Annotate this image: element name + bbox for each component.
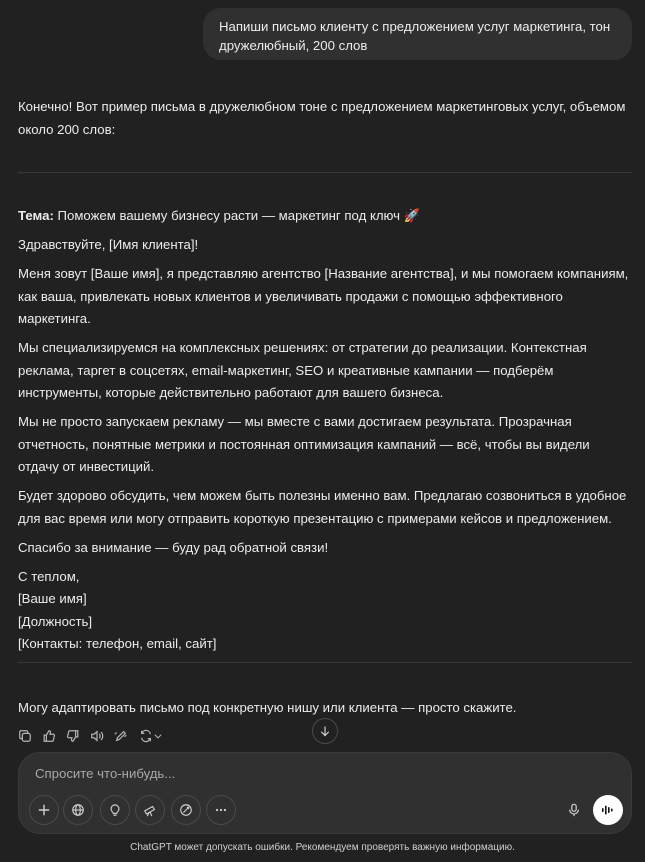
email-letter (18, 205, 632, 662)
disclaimer: ChatGPT может допускать ошибки. Рекомендуем проверять важную информацию. (130, 842, 515, 853)
user-message-bubble (203, 8, 632, 60)
thumbs-up-icon[interactable] (40, 727, 58, 745)
email-paragraph: Спасибо за внимание — буду рад обратной связи! (18, 539, 329, 555)
email-subject-text: Поможем вашему бизнесу расти — маркетинг под ключ 🚀 (53, 208, 421, 223)
signature-line: [Должность] (18, 613, 93, 629)
plus-icon[interactable] (29, 795, 59, 825)
user-message-text: Напиши письмо клиенту с предложением услуг маркетинга, тон дружелюбный, 200 слов (219, 19, 611, 53)
chevron-down-icon (153, 731, 163, 741)
microphone-icon[interactable] (559, 795, 589, 825)
read-aloud-icon[interactable] (88, 727, 106, 745)
email-subject (18, 205, 632, 228)
email-greeting: Здравствуйте, [Имя клиента]! (18, 237, 199, 252)
prompt-input[interactable]: Спросите что-нибудь... (35, 766, 176, 781)
voice-mode-button[interactable] (593, 795, 623, 825)
divider-bottom (18, 662, 632, 663)
arrow-down-icon (319, 725, 331, 737)
message-actions (16, 726, 166, 746)
globe-icon[interactable] (63, 795, 93, 825)
assistant-closing: Могу адаптировать письмо под конкретную нишу или клиента — просто скажите. (18, 700, 517, 715)
divider-top (18, 172, 632, 173)
telescope-icon[interactable] (135, 795, 165, 825)
signature-line: С теплом, (18, 568, 80, 584)
scroll-down-button[interactable] (312, 718, 338, 744)
regenerate-icon[interactable] (136, 727, 166, 745)
email-paragraph: Будет здорово обсудить, чем можем быть полезны именно вам. Предлагаю созвониться в удобное для вас время или могу отправить короткую презентацию с примерами кейсов и предложением. (18, 488, 627, 526)
more-icon[interactable] (206, 795, 236, 825)
edit-icon[interactable] (112, 727, 130, 745)
lightbulb-icon[interactable] (100, 795, 130, 825)
composer (18, 752, 632, 834)
assistant-intro: Конечно! Вот пример письма в дружелюбном тоне с предложением маркетинговых услуг, объемом около 200 слов: (18, 99, 626, 137)
signature-line: [Ваше имя] (18, 591, 87, 606)
email-paragraph: Мы не просто запускаем рекламу — мы вместе с вами достигаем результата. Прозрачная отчетность, понятные метрики и постоянная оптимизация кампаний — всё, чтобы вы видели отдачу от инвестиций. (18, 414, 590, 474)
email-signature (18, 566, 632, 656)
copy-icon[interactable] (16, 727, 34, 745)
thumbs-down-icon[interactable] (64, 727, 82, 745)
image-brush-icon[interactable] (171, 795, 201, 825)
email-paragraph: Мы специализируемся на комплексных решениях: от стратегии до реализации. Контекстная реклама, таргет в соцсетях, email-маркетинг, SEO и креативные кампании — подберём инструменты, которые действительно работают для вашего бизнеса. (18, 340, 587, 400)
waveform-icon (600, 802, 616, 818)
signature-line: [Контакты: телефон, email, сайт] (18, 636, 217, 651)
email-paragraph: Меня зовут [Ваше имя], я представляю агентство [Название агентства], и мы помогаем компаниям, как ваша, привлекать новых клиентов и увеличивать продажи с помощью эффективного маркетинга. (18, 266, 629, 326)
email-subject-label: Тема: (18, 208, 54, 223)
